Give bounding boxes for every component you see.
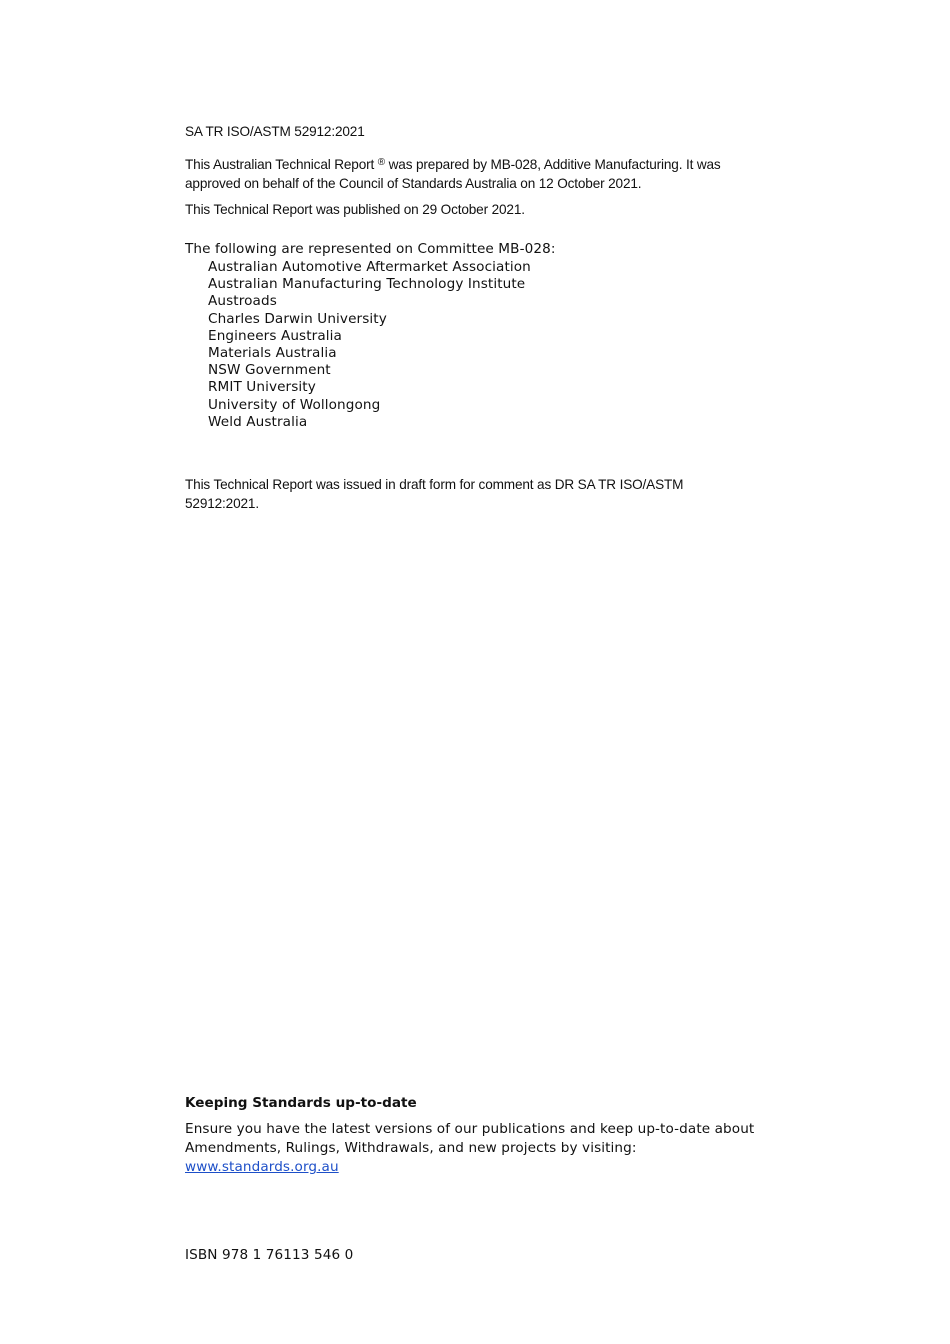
committee-member: Australian Manufacturing Technology Institute (208, 276, 526, 293)
prepared-statement (185, 155, 745, 193)
isbn: ISBN 978 1 76113 546 0 (185, 1247, 354, 1263)
keeping-standards-heading: Keeping Standards up-to-date (185, 1095, 417, 1111)
published-statement: This Technical Report was published on 29 October 2021. (185, 202, 525, 217)
prepared-text-start: This Australian Technical Report (185, 157, 375, 172)
committee-member: Engineers Australia (208, 327, 342, 344)
committee-member-list (208, 259, 788, 431)
committee-member: Charles Darwin University (208, 310, 387, 327)
keeping-standards-body (185, 1120, 760, 1177)
committee-intro: The following are represented on Committee MB-028: (185, 241, 556, 257)
committee-member: Australian Automotive Aftermarket Association (208, 259, 531, 275)
registered-mark: ® (377, 157, 385, 168)
committee-member: Materials Australia (208, 344, 337, 361)
committee-member: NSW Government (208, 362, 331, 379)
committee-member: University of Wollongong (208, 396, 381, 413)
prepared-text-end: was prepared by MB-028, Additive Manufacturing. It was approved on behalf of the Council of Standards Australia on 12 October 2021. (185, 157, 721, 191)
standards-website-link[interactable]: www.standards.org.au (185, 1159, 339, 1175)
committee-member: Weld Australia (208, 413, 308, 430)
committee-member: RMIT University (208, 379, 316, 396)
committee-member: Austroads (208, 293, 277, 310)
document-id: SA TR ISO/ASTM 52912:2021 (185, 124, 365, 139)
keeping-standards-text: Ensure you have the latest versions of our publications and keep up-to-date about Amendments, Rulings, Withdrawals, and new projects by visiting: (185, 1121, 755, 1156)
draft-note: This Technical Report was issued in draft form for comment as DR SA TR ISO/ASTM 52912:2021. (185, 477, 684, 511)
